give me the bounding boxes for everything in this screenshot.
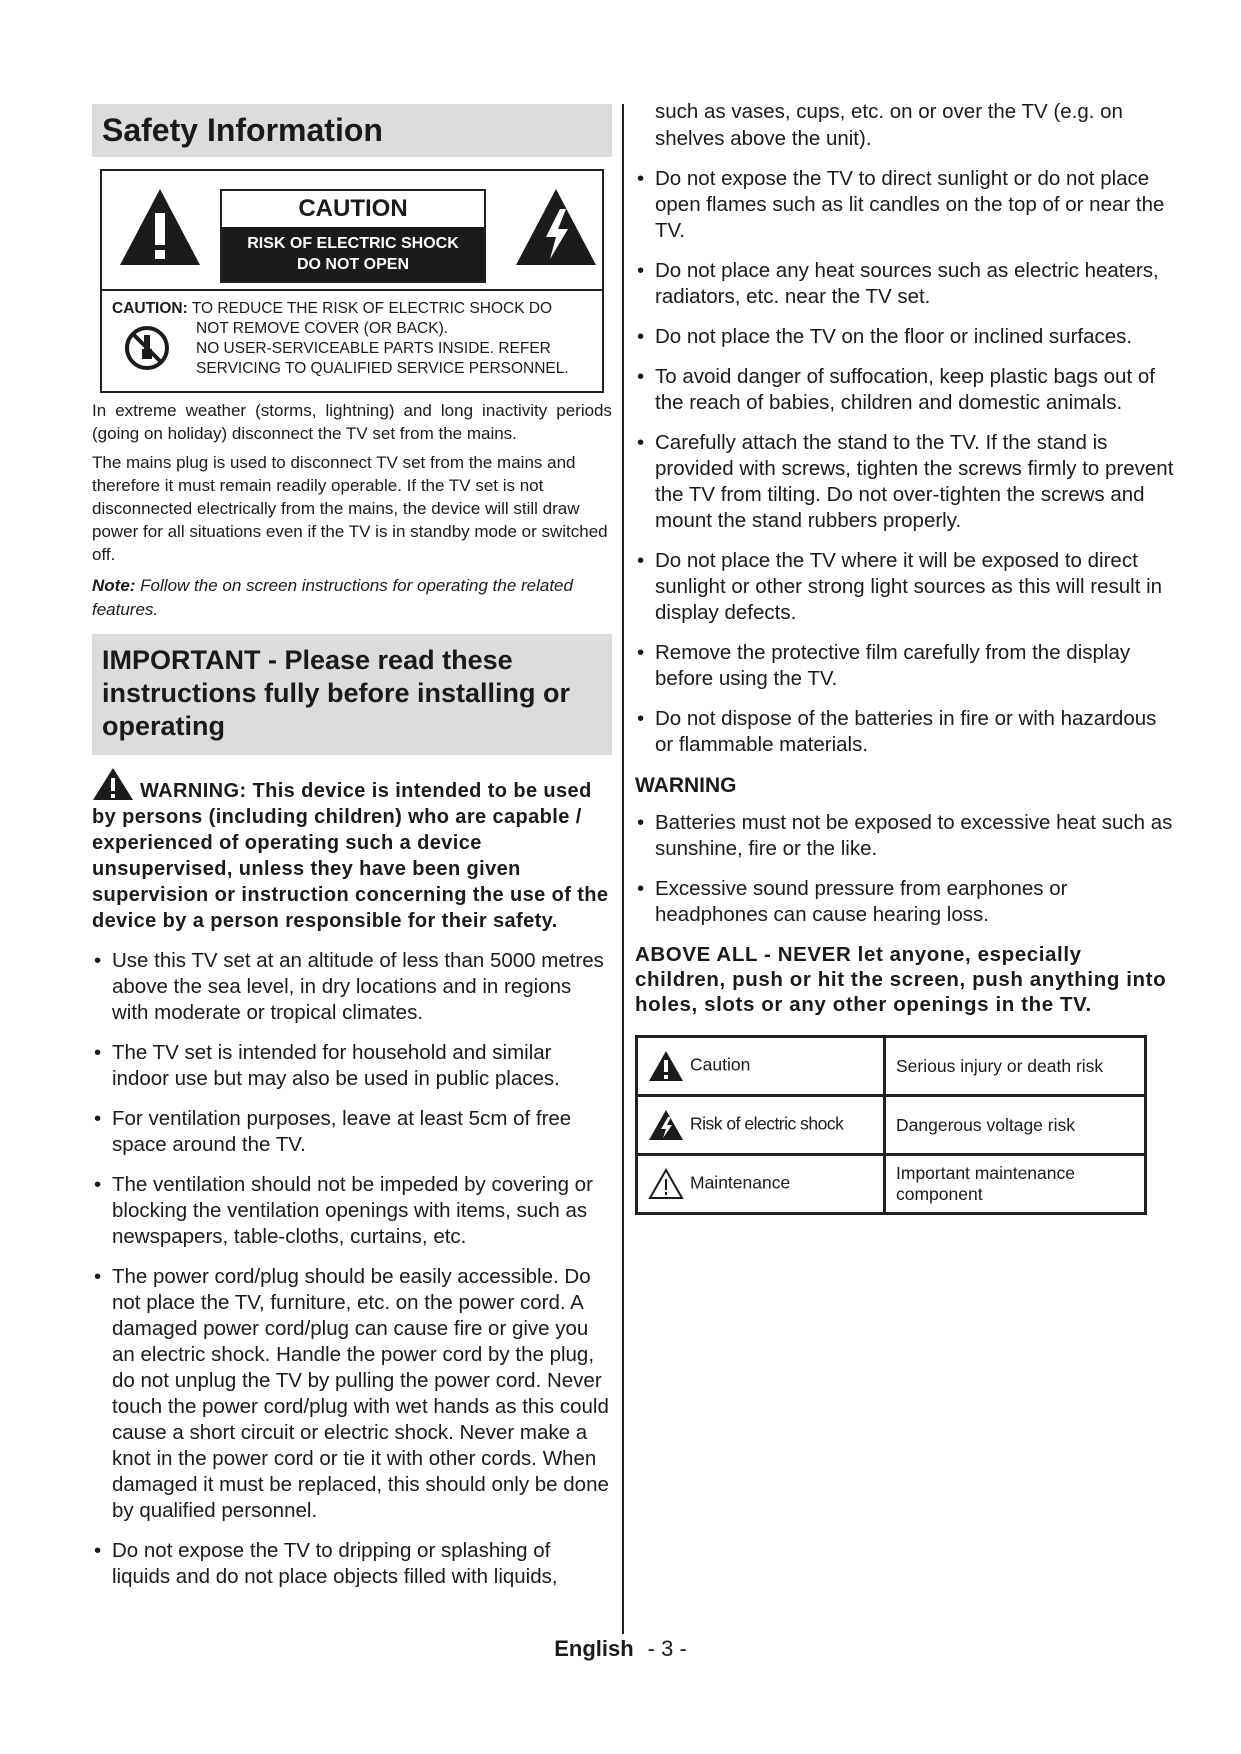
- note-text: Follow the on screen instructions for operating the related features.: [92, 576, 573, 619]
- page-footer: [0, 1636, 1241, 1662]
- caution-line3: NO USER-SERVICEABLE PARTS INSIDE. REFER: [196, 340, 551, 357]
- warning-bullet-list: [635, 810, 1175, 928]
- caution-box: [100, 169, 604, 393]
- symbol-label: Maintenance: [690, 1172, 791, 1193]
- caution-subtitle-line2: DO NOT OPEN: [296, 256, 409, 273]
- right-bullet-list: [635, 166, 1175, 758]
- left-bullet-list: [92, 948, 612, 1590]
- list-item: • The ventilation should not be impeded by covering or blocking the ventilation openings with items, such as newspapers, table-cloths, curtains, etc.: [92, 1172, 612, 1250]
- weather-paragraph: In extreme weather (storms, lightning) and long inactivity periods (going on holiday) disconnect the TV set from the mains.: [92, 401, 612, 443]
- column-divider: [622, 104, 624, 1634]
- list-item: • Use this TV set at an altitude of less than 5000 metres above the sea level, in dry locations and in regions with moderate or tropical climates.: [92, 948, 612, 1026]
- no-screwdriver-icon: [124, 325, 170, 371]
- caution-line4: SERVICING TO QUALIFIED SERVICE PERSONNEL.: [196, 360, 569, 377]
- footer-language: English: [554, 1636, 634, 1661]
- page-number: - 3 -: [647, 1636, 687, 1661]
- electric-shock-icon: [648, 1109, 684, 1141]
- symbols-table: [635, 1035, 1147, 1215]
- list-item: • Remove the protective film carefully from the display before using the TV.: [635, 640, 1175, 692]
- symbol-meaning: Serious injury or death risk: [885, 1037, 1146, 1096]
- symbol-cell: [637, 1155, 885, 1214]
- right-column: [635, 98, 1175, 1215]
- symbol-meaning: Dangerous voltage risk: [885, 1096, 1146, 1155]
- list-item: • Do not place any heat sources such as electric heaters, radiators, etc. near the TV set.: [635, 258, 1175, 310]
- caution-prefix: CAUTION:: [112, 300, 188, 317]
- caution-line1-text: TO REDUCE THE RISK OF ELECTRIC SHOCK DO: [191, 300, 553, 317]
- list-item: • Do not place the TV on the floor or inclined surfaces.: [635, 324, 1175, 350]
- electric-shock-icon: [514, 187, 598, 267]
- mains-plug-paragraph: The mains plug is used to disconnect TV set from the mains and therefore it must remain readily operable. If the TV set is not disconnected electrically from the mains, the device will still draw power for all situations even if the TV is in standby mode or switched off.: [92, 453, 608, 564]
- caution-box-top: [102, 171, 602, 291]
- warning-heading: WARNING: [635, 774, 737, 797]
- list-item: • Do not dispose of the batteries in fire or with hazardous or flammable materials.: [635, 706, 1175, 758]
- symbol-label: Caution: [690, 1054, 751, 1075]
- caution-title: CAUTION: [222, 191, 484, 227]
- safety-information-heading: Safety Information: [92, 104, 612, 157]
- list-item: • Batteries must not be exposed to excessive heat such as sunshine, fire or the like.: [635, 810, 1175, 862]
- list-item: • To avoid danger of suffocation, keep plastic bags out of the reach of babies, children and domestic animals.: [635, 364, 1175, 416]
- above-all-warning: ABOVE ALL - NEVER let anyone, especially children, push or hit the screen, push anything into holes, slots or any other openings in the TV.: [635, 943, 1167, 1016]
- table-row: [637, 1155, 1146, 1214]
- table-row: [637, 1096, 1146, 1155]
- list-item: • For ventilation purposes, leave at least 5cm of free space around the TV.: [92, 1106, 612, 1158]
- continuation-text: such as vases, cups, etc. on or over the TV (e.g. on shelves above the unit).: [655, 100, 1123, 150]
- caution-subtitle: [222, 227, 484, 281]
- symbol-cell: [637, 1096, 885, 1155]
- maintenance-icon: [648, 1168, 684, 1200]
- list-item: • The power cord/plug should be easily accessible. Do not place the TV, furniture, etc. on the power cord. A damaged power cord/plug can cause fire or give you an electric shock. Handle the power cord by the plug, do not unplug the TV by pulling the power cord. Never touch the power cord/plug with wet hands as this could cause a short circuit or electric shock. Never make a knot in the power cord or tie it with other cords. When damaged it must be replaced, this should only be done by qualified personnel.: [92, 1264, 612, 1524]
- important-heading: IMPORTANT - Please read these instructions fully before installing or operating: [92, 634, 612, 755]
- list-item: • Do not expose the TV to dripping or splashing of liquids and do not place objects filled with liquids,: [92, 1538, 612, 1590]
- note-label: Note:: [92, 576, 136, 595]
- caution-line2: NOT REMOVE COVER (OR BACK).: [196, 320, 449, 337]
- caution-icon: [648, 1050, 684, 1082]
- symbol-meaning: Important maintenance component: [885, 1155, 1146, 1214]
- table-row: [637, 1037, 1146, 1096]
- note-paragraph: [92, 574, 612, 622]
- warning-triangle-icon: [92, 767, 134, 801]
- list-item: • Excessive sound pressure from earphones or headphones can cause hearing loss.: [635, 876, 1175, 928]
- left-column: [92, 104, 612, 1604]
- symbol-label: Risk of electric shock: [690, 1113, 844, 1134]
- list-item: • The TV set is intended for household and similar indoor use but may also be used in public places.: [92, 1040, 612, 1092]
- caution-box-bottom: [102, 291, 602, 391]
- exclamation-warning-icon: [118, 187, 202, 267]
- list-item: • Do not expose the TV to direct sunlight or do not place open flames such as lit candles on the top of or near the TV.: [635, 166, 1175, 244]
- device-warning-text: WARNING: This device is intended to be used by persons (including children) who are capable / experienced of operating such a device unsupervised, unless they have been given supervision or instruction concerning the use of the device by a person responsible for their safety.: [92, 780, 609, 932]
- caution-subtitle-line1: RISK OF ELECTRIC SHOCK: [247, 235, 459, 252]
- symbol-cell: [637, 1037, 885, 1096]
- device-warning: [92, 767, 612, 934]
- caution-label: [220, 189, 486, 283]
- caution-line1: [112, 299, 592, 319]
- list-item: • Carefully attach the stand to the TV. If the stand is provided with screws, tighten the screws firmly to prevent the TV from tilting. Do not over-tighten the screws and mount the stand rubbers properly.: [635, 430, 1175, 534]
- list-item: • Do not place the TV where it will be exposed to direct sunlight or other strong light sources as this will result in display defects.: [635, 548, 1175, 626]
